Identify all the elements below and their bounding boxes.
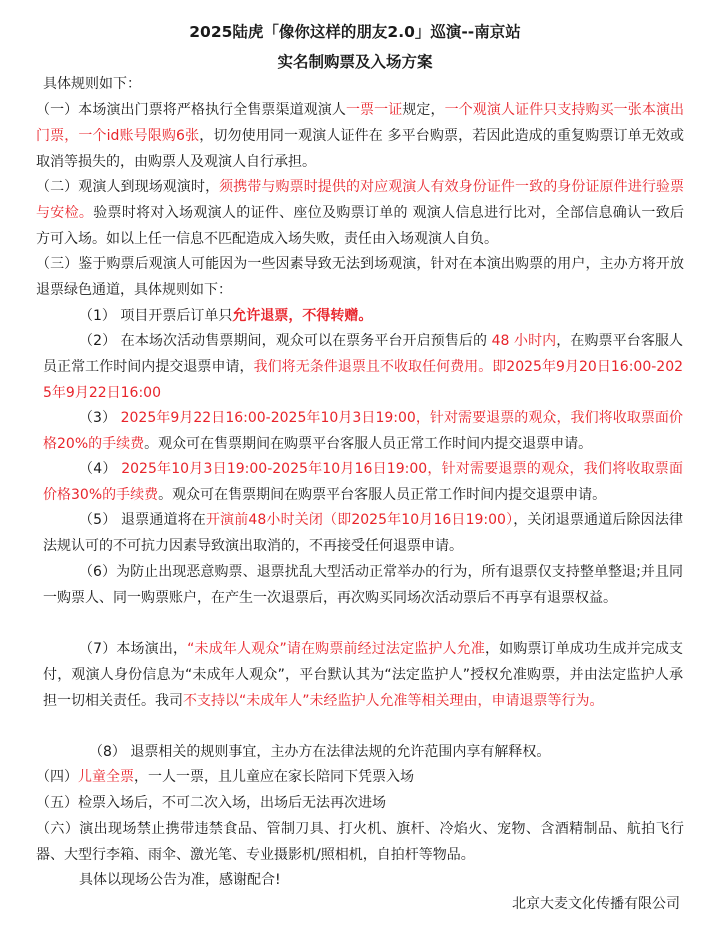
rule-text-segment: 。观众可在售票期间在购票平台客服人员正常工作时间内提交退票申请。	[144, 435, 593, 452]
rule-text-segment: 开演前48小时关闭（即2025年10月16日19:00）	[205, 512, 514, 528]
rule-text-segment: （四）	[36, 769, 78, 785]
company-signature: 北京大麦文化传播有限公司	[512, 896, 680, 912]
rule-text-segment: 儿童全票	[78, 769, 134, 785]
intro-text: 具体规则如下：	[43, 76, 141, 92]
rule-text-segment: （1） 项目开票后订单只	[79, 308, 233, 324]
rule-text-segment: ，如购票订单成功生成并完成支付，观演人身份信息为“未成年人观众”，平台默认其为“法定监护人”授权允准购票，并由法定监护人承担一切相关责任。我司	[43, 641, 683, 709]
rule-text-segment: （7）本场演出，	[79, 641, 188, 657]
rule-text-segment: （六）演出现场禁止携带违禁食品、管制刀具、打火机、旗杆、冷焰火、宠物、含酒精制品、航拍飞行器、大型行李箱、雨伞、激光笔、专业摄影机/照相机，自拍杆等物品。	[36, 821, 684, 863]
rule-text-segment: 验票时将对入场观演人的证件、座位及购票订单的 观演人信息进行比对，全部信息确认一致后方可入场。如以上任一信息不匹配造成入场失败，责任由入场观演人自负。	[36, 204, 685, 247]
rule-text-segment: （3）	[79, 410, 121, 426]
rule-text-segment: （5） 退票通道将在	[79, 512, 206, 528]
rule-text-segment: （三）鉴于购票后观演人可能因为一些因素导致无法到场观演，针对在本演出购票的用户，主办方将开放退票绿色通道，具体规则如下：	[36, 256, 684, 298]
rule-6	[36, 817, 684, 869]
rule-text-segment: ，在购票平台客服人员正常工作时间内提交退票申请，	[43, 333, 684, 375]
rule-1	[36, 98, 684, 175]
rule-3-item-1	[43, 304, 683, 330]
document-title: 2025陆虎「像你这样的朋友2.0」巡演--南京站	[189, 23, 521, 41]
rule-text-segment: 允许退票，不得转赠。	[232, 308, 373, 324]
rule-text-segment: （6）为防止出现恶意购票、退票扰乱大型活动正常举办的行为，所有退票仅支持整单整退;并且同一购票人、同一购票账户，在产生一次退票后，再次购买同场次活动票后不再享有退票权益。	[43, 564, 683, 606]
rule-text-segment: 。观众可在售票期间在购票平台客服人员正常工作时间内提交退票申请。	[158, 486, 607, 503]
rule-text-segment: 48 小时内	[491, 333, 557, 349]
rule-3-item-7	[43, 637, 683, 714]
rule-text-segment: ，一人一票，且儿童应在家长陪同下凭票入场	[134, 769, 414, 785]
rule-text-segment: （一）本场演出门票将严格执行全售票渠道观演人	[36, 102, 346, 118]
rule-4	[36, 765, 684, 791]
rule-text-segment: 规定，	[402, 102, 445, 118]
rule-text-segment: （二）观演人到现场观演时，	[36, 179, 220, 195]
rule-text-segment: 一个观演人证件只支持购买一张本演出门票，一个id账号限购6张	[36, 102, 685, 144]
rule-5	[36, 791, 684, 817]
rule-text-segment: （五）检票入场后，不可二次入场，出场后无法再次进场	[36, 795, 386, 811]
rule-2	[36, 175, 684, 252]
rule-text-segment: 须携带与购票时提供的对应观演人有效身份证件一致的身份证原件进行验票与安检。	[36, 179, 684, 221]
rule-3-item-2	[43, 329, 683, 406]
rule-text-segment: “未成年人观众”请在购票前经过法定监护人允准	[187, 641, 486, 657]
rule-text-segment: 2025年9月22日16:00-2025年10月3日19:00，针对需要退票的观众，我们将收取票面价格20%的手续费	[43, 410, 683, 452]
rule-text-segment: （4）	[79, 461, 122, 477]
rule-text-segment: ，关闭退票通道后除因法律法规认可的不可抗力因素导致演出取消的，不再接受任何退票申请。	[43, 512, 684, 554]
rule-text-segment: ，切勿使用同一观演人证件在 多平台购票，若因此造成的重复购票订单无效或取消等损失的，由购票人及观演人自行承担。	[36, 127, 684, 170]
rule-3-item-6	[43, 560, 683, 612]
rule-3-item-5	[43, 508, 683, 560]
rule-3-item-4	[43, 457, 683, 509]
rule-3-item-8	[43, 740, 683, 766]
rule-3-item-3	[43, 406, 683, 458]
rule-text-segment: （8） 退票相关的规则事宜，主办方在法律法规的允许范围内享有解释权。	[89, 744, 551, 760]
rule-text-segment: 我们将无条件退票且不收取任何费用。即2025年9月20日16:00-2025年9月22日16:00	[43, 358, 684, 401]
rule-text-segment: 不支持以“未成年人”未经监护人允准等相关理由，申请退票等行为。	[183, 692, 604, 709]
document-subtitle: 实名制购票及入场方案	[277, 53, 433, 71]
rule-3	[36, 252, 684, 304]
closing-note: 具体以现场公告为准，感谢配合!	[79, 872, 281, 888]
rule-text-segment: 一票一证	[345, 102, 403, 118]
rule-text-segment: （2） 在本场次活动售票期间，观众可以在票务平台开启预售后的	[79, 333, 492, 349]
rule-text-segment: 2025年10月3日19:00-2025年10月16日19:00，针对需要退票的观众，我们将收取票面价格30%的手续费	[43, 461, 683, 503]
